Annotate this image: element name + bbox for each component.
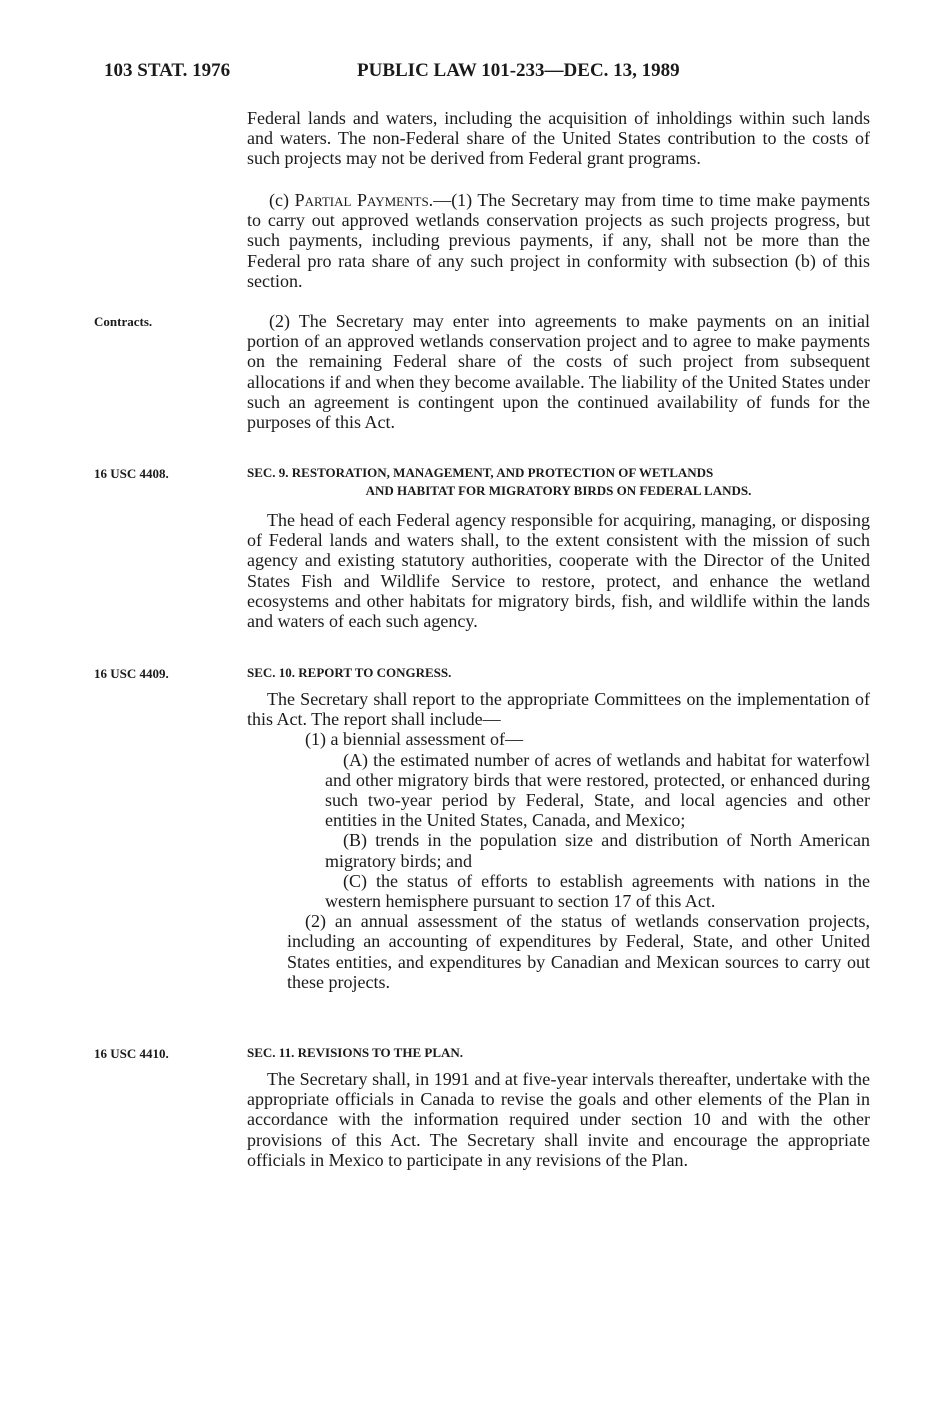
- partial-payments-paragraph-1: [247, 190, 870, 291]
- sec-9-heading-line-2: AND HABITAT FOR MIGRATORY BIRDS ON FEDERAL LANDS.: [365, 483, 752, 498]
- sec-10-item-1-b: (B) trends in the population size and distribution of North American migratory birds; and: [325, 830, 870, 871]
- sec-10-intro: The Secretary shall report to the appropriate Committees on the implementation of this Act. The report shall include—: [247, 689, 870, 730]
- sec-10-heading: SEC. 10. REPORT TO CONGRESS.: [247, 665, 452, 680]
- continuation-paragraph: [247, 108, 870, 169]
- running-header: PUBLIC LAW 101-233—DEC. 13, 1989: [357, 60, 680, 81]
- stat-page-number: 103 STAT. 1976: [104, 60, 231, 81]
- sec-9-heading: [247, 464, 870, 500]
- margin-note-16-usc-4410: 16 USC 4410.: [94, 1046, 169, 1061]
- sec-10-body: [247, 689, 870, 992]
- sec-10-item-2: (2) an annual assessment of the status of wetlands conservation projects, including an accounting of expenditures by Federal, State, and other United States entities, and expenditures by Canadian and Mexican sources to carry out these projects.: [287, 911, 870, 992]
- partial-payments-heading: Partial Payments.: [294, 190, 434, 210]
- partial-payments-text-2: (2) The Secretary may enter into agreements to make payments on an initial portion of an approved wetlands conservation project and to agree to make payments on the remaining Federal share of the costs of such project from subsequent allocations if and when they become available. The liability of the United States under such an agreement is contingent upon the continued availability of funds for the purposes of this Act.: [247, 311, 870, 433]
- sec-10-item-1: (1) a biennial assessment of—: [305, 729, 523, 750]
- margin-note-16-usc-4408: 16 USC 4408.: [94, 466, 169, 481]
- partial-payments-paragraph-2: [247, 311, 870, 432]
- margin-note-contracts: Contracts.: [94, 314, 153, 329]
- partial-payments-text-1: —(1) The Secretary may from time to time make payments to carry out approved wetlands conservation projects as such projects progress, but such payments, including previous payments, if any, shall not be more than the Federal pro rata share of any such project in conformity with subsection (b) of this section.: [247, 190, 870, 291]
- margin-note-16-usc-4409: 16 USC 4409.: [94, 666, 169, 681]
- sec-9-text: The head of each Federal agency responsible for acquiring, managing, or disposing of Federal lands and waters shall, to the extent consistent with the mission of such agency and existing statutory authorities, cooperate with the Director of the United States Fish and Wildlife Service to restore, protect, and enhance the wetland ecosystems and other habitats for migratory birds, fish, and wildlife within the lands and waters of each such agency.: [247, 510, 870, 632]
- sec-10-item-1-a: (A) the estimated number of acres of wetlands and habitat for waterfowl and other migratory birds that were restored, protected, or enhanced during such two-year period by Federal, State, and local agencies and other entities in the United States, Canada, and Mexico;: [325, 749, 870, 831]
- sec-10-item-1-c: (C) the status of efforts to establish agreements with nations in the western hemisphere pursuant to section 17 of this Act.: [325, 870, 870, 912]
- sec-11-heading: SEC. 11. REVISIONS TO THE PLAN.: [247, 1045, 464, 1060]
- continuation-text: Federal lands and waters, including the acquisition of inholdings within such lands and waters. The non-Federal share of the United States contribution to the costs of such projects may not be derived from Federal grant programs.: [247, 108, 870, 169]
- sec-11-body: [247, 1069, 870, 1170]
- sec-9-body: [247, 510, 870, 631]
- sec-11-text: The Secretary shall, in 1991 and at five-year intervals thereafter, undertake with the appropriate officials in Canada to revise the goals and other elements of the Plan in accordance with the information required under section 10 and with the other provisions of this Act. The Secretary shall invite and encourage the appropriate officials in Mexico to participate in any revisions of the Plan.: [247, 1069, 870, 1170]
- sec-9-heading-line-1: SEC. 9. RESTORATION, MANAGEMENT, AND PROTECTION OF WETLANDS: [247, 465, 714, 480]
- subsection-label: (c): [269, 190, 295, 210]
